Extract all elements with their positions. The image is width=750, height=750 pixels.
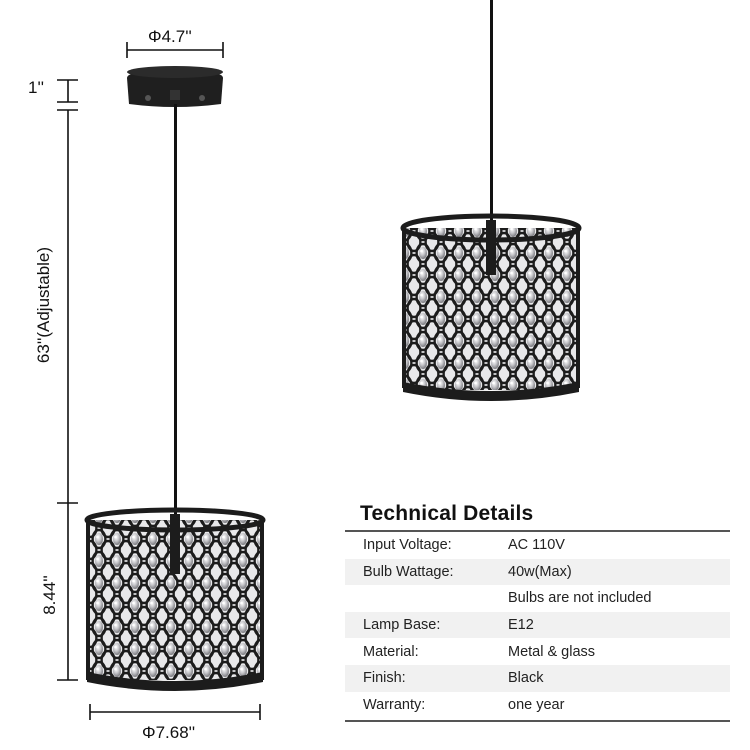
row-value: Black <box>508 670 544 687</box>
cord <box>174 104 177 514</box>
row-key: Input Voltage: <box>363 537 452 554</box>
row-value: AC 110V <box>508 537 565 554</box>
row-value: Bulbs are not included <box>508 590 652 607</box>
table-row <box>345 692 730 719</box>
table-row <box>345 612 730 639</box>
table-row <box>345 532 730 559</box>
left-pendant-lamp <box>86 66 264 691</box>
table-row <box>345 665 730 692</box>
canopy-diameter-label: Φ4.7'' <box>148 27 192 46</box>
table-row <box>345 638 730 665</box>
row-key: Bulb Wattage: <box>363 563 454 580</box>
canopy-height-label: 1'' <box>28 78 44 97</box>
table-row <box>345 559 730 586</box>
row-key: Finish: <box>363 670 406 687</box>
row-key: Lamp Base: <box>363 617 441 634</box>
row-value: 40w(Max) <box>508 563 572 580</box>
shade-height-label: 8.44'' <box>39 575 59 615</box>
row-value: E12 <box>508 617 534 634</box>
right-pendant-lamp <box>402 0 580 401</box>
cord-length-label: 63''(Adjustable) <box>34 246 54 364</box>
row-value: Metal & glass <box>508 643 596 660</box>
crystal-shade <box>402 216 580 401</box>
table-bottom-rule <box>345 720 730 722</box>
row-value: one year <box>508 696 565 713</box>
table-row <box>345 585 730 612</box>
crystal-shade <box>86 510 264 691</box>
shade-diameter-label: Φ7.68'' <box>142 723 196 742</box>
technical-details-table <box>345 498 730 722</box>
row-key: Warranty: <box>363 696 426 713</box>
cord <box>490 0 493 222</box>
row-key: Material: <box>363 643 419 660</box>
technical-details-title: Technical Details <box>345 498 730 532</box>
